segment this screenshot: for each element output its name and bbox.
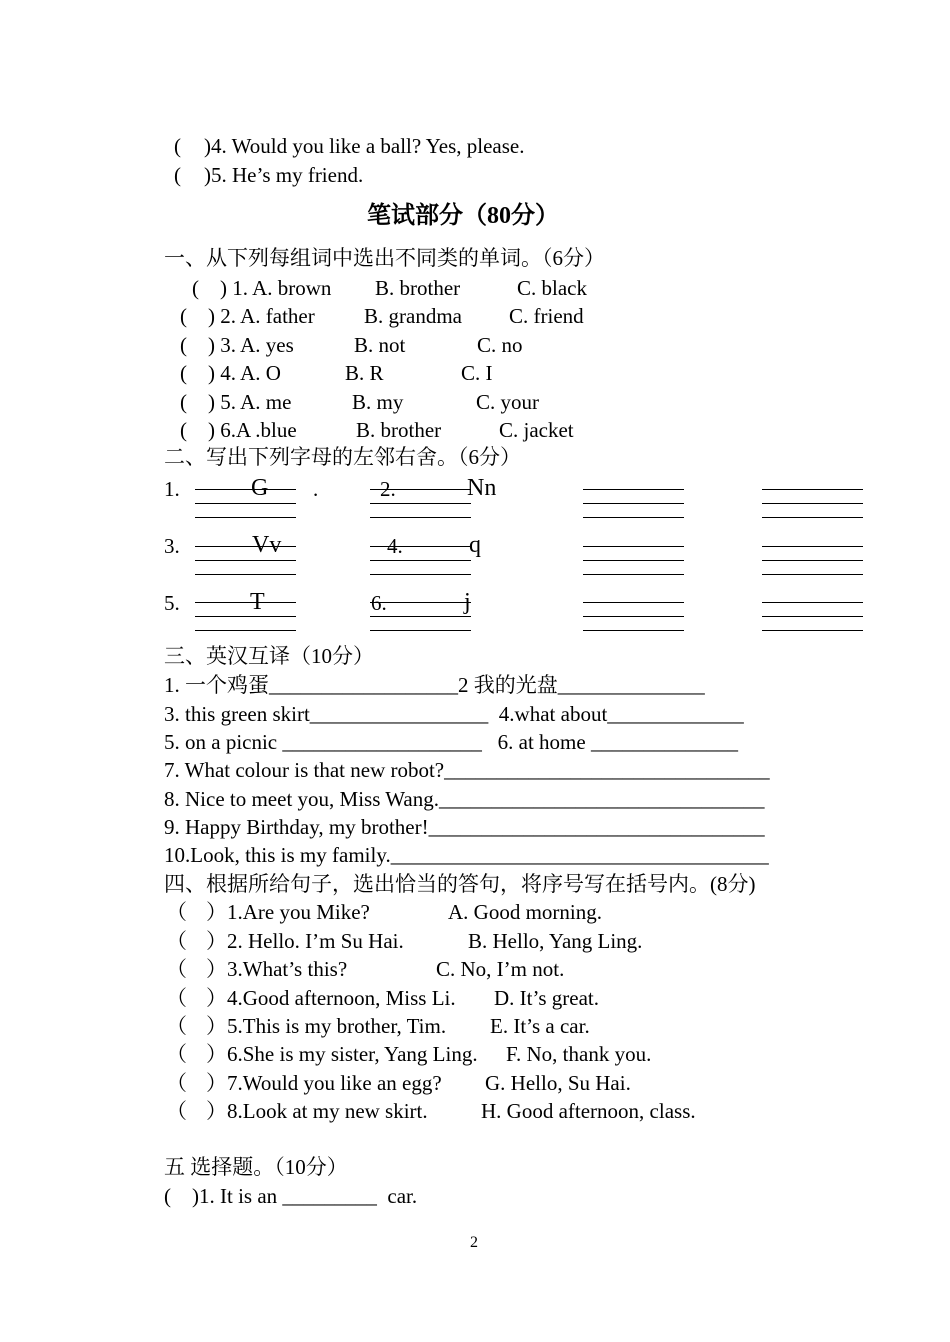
translation-line: 10.Look, this is my family.____________________________________ [164, 843, 769, 867]
writing-guide-line [583, 616, 684, 617]
writing-guide-line [195, 503, 296, 504]
writing-guide-line [762, 560, 863, 561]
section2-heading: 二、写出下列字母的左邻右舍。（6分） [164, 445, 521, 469]
letter-label: 2. [380, 477, 396, 501]
translation-line: 9. Happy Birthday, my brother!________________________________ [164, 815, 765, 839]
writing-guide-line [762, 503, 863, 504]
letter-given: G [251, 475, 269, 501]
writing-guide-line [195, 616, 296, 617]
letter-label: . [313, 477, 319, 501]
translation-line: 7. What colour is that new robot?_______________________________ [164, 758, 770, 782]
writing-guide-line [583, 517, 684, 518]
writing-guide-line [370, 560, 471, 561]
writing-guide-line [195, 574, 296, 575]
writing-guide-line [195, 602, 296, 603]
letter-given: q [469, 532, 481, 558]
section4-heading: 四、根据所给句子，选出恰当的答句，将序号写在括号内。(8分) [164, 872, 756, 896]
letter-label: 5. [164, 591, 180, 615]
section5-heading: 五 选择题。（10分） [164, 1155, 348, 1179]
writing-guide-line [370, 517, 471, 518]
writing-guide-line [370, 503, 471, 504]
letter-label: 3. [164, 534, 180, 558]
letter-label: 6. [371, 591, 387, 615]
writing-guide-line [762, 546, 863, 547]
writing-guide-line [370, 574, 471, 575]
section1-heading: 一、从下列每组词中选出不同类的单词。（6分） [164, 246, 605, 270]
writing-guide-line [762, 602, 863, 603]
translation-line: 5. on a picnic ___________________ 6. at home ______________ [164, 730, 738, 754]
writing-guide-line [370, 630, 471, 631]
translation-line: 8. Nice to meet you, Miss Wang._______________________________ [164, 787, 765, 811]
writing-guide-line [583, 574, 684, 575]
translation-line: 3. this green skirt_________________ 4.what about_____________ [164, 702, 744, 726]
translation-line: 1. 一个鸡蛋__________________2 我的光盘______________ [164, 673, 705, 697]
writing-guide-line [195, 489, 296, 490]
letter-label: 1. [164, 477, 180, 501]
letter-given: j [464, 589, 471, 615]
writing-guide-line [762, 517, 863, 518]
writing-guide-line [370, 546, 471, 547]
letter-label: 4. [387, 534, 403, 558]
writing-guide-line [195, 560, 296, 561]
writing-guide-line [762, 574, 863, 575]
writing-guide-line [583, 630, 684, 631]
letter-given: Nn [467, 475, 497, 501]
page-number: 2 [470, 1234, 478, 1251]
writing-guide-line [762, 630, 863, 631]
writing-guide-line [583, 546, 684, 547]
writing-guide-line [583, 602, 684, 603]
writing-guide-line [195, 630, 296, 631]
letter-given: Vv [252, 532, 282, 558]
section3-heading: 三、英汉互译（10分） [164, 644, 374, 668]
writing-guide-line [370, 616, 471, 617]
letter-given: T [250, 589, 265, 615]
written-part-title: 笔试部分（80分） [367, 203, 559, 229]
writing-guide-line [762, 616, 863, 617]
writing-guide-line [583, 503, 684, 504]
writing-guide-line [583, 489, 684, 490]
writing-guide-line [583, 560, 684, 561]
writing-guide-line [762, 489, 863, 490]
writing-guide-line [195, 517, 296, 518]
